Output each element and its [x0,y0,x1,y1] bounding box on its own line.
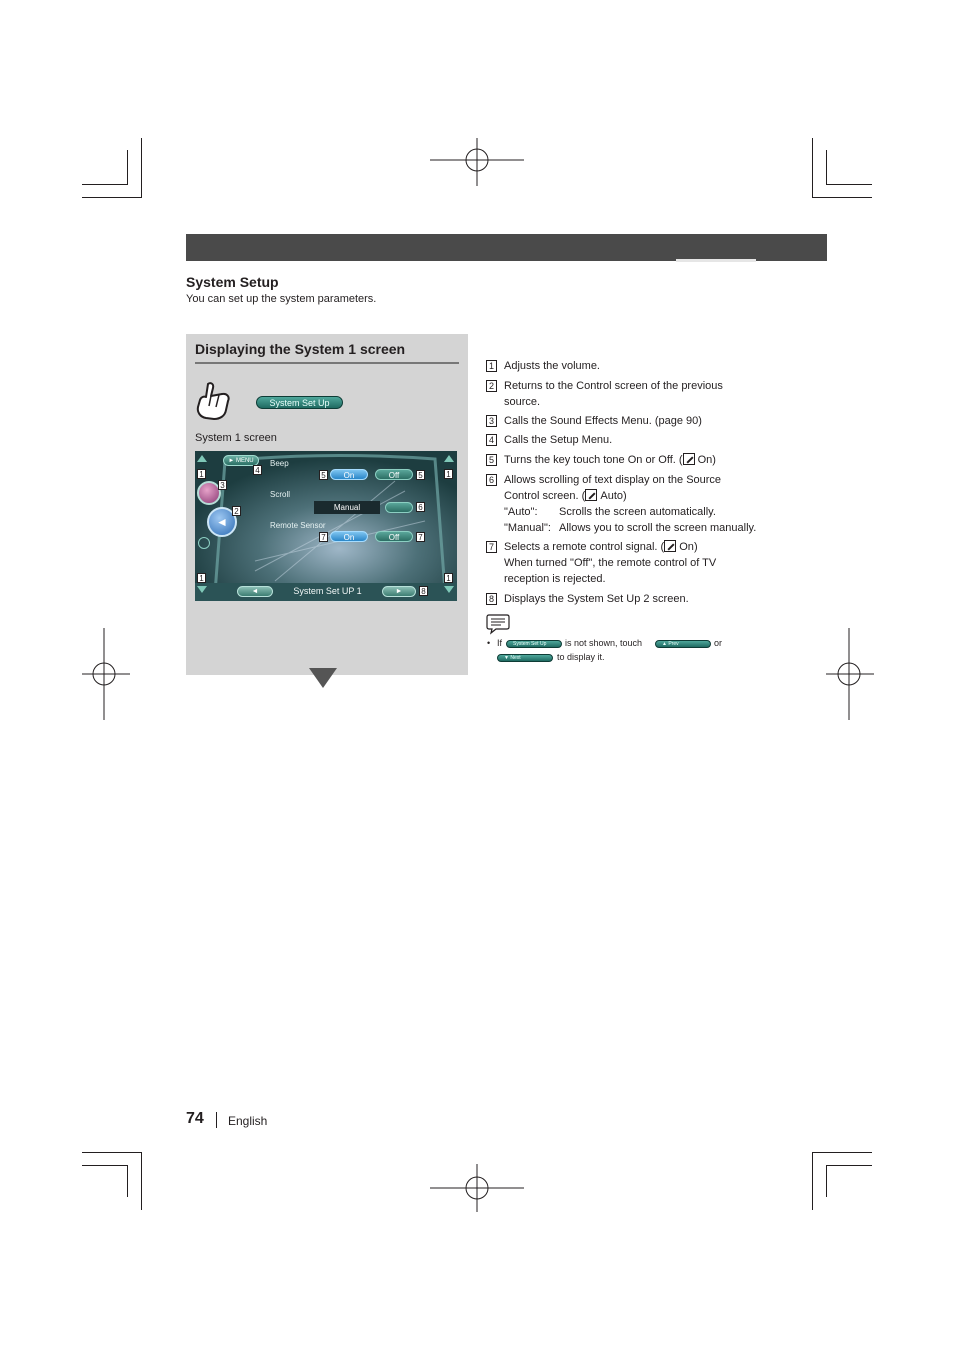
callout-1: 1 [197,573,206,583]
page-number: 74 [186,1110,204,1127]
next-page-button[interactable] [382,586,416,597]
item-6-default: Auto [600,490,624,502]
note-or-text: or [714,638,723,648]
item-4-text: Calls the Setup Menu. [504,434,613,446]
callout-7: 7 [416,532,425,542]
callout-2: 2 [232,506,241,516]
volume-down-icon[interactable] [197,586,207,593]
callout-8: 8 [419,586,428,596]
system-set-up-button[interactable]: System Set Up [256,396,343,409]
callout-6: 6 [416,502,425,512]
default-setting-icon [683,453,695,465]
item-7-default: On [679,541,694,553]
default-setting-icon [664,540,676,552]
volume-up-icon-right[interactable] [444,455,454,462]
item-6-manual-desc: Allows you to scroll the screen manually. [559,522,757,534]
section-title: System Setup [186,274,279,290]
footer-separator [216,1112,217,1128]
note-mid-text: is not shown, touch [565,638,643,648]
item-number: 2 [486,380,497,392]
continue-down-arrow-icon [309,668,337,688]
menu-arrow-icon: ► [228,458,235,464]
beep-label: Beep [270,459,289,468]
item-2-text [504,378,723,410]
left-arrow-icon: ◄ [251,588,259,595]
remote-on-button[interactable]: On [330,531,368,542]
section-intro: You can set up the system parameters. [186,293,377,305]
item-7-text-after: ) [693,541,698,553]
screen-footer-title: System Set UP 1 [293,586,362,596]
item-5-text-before: Turns the key touch tone On or Off. ( [504,454,683,466]
registration-mark-bottom [430,1164,524,1212]
item-6-line-2 [504,488,756,504]
note-prev-label: Prev [668,641,679,647]
registration-mark-right [826,628,874,720]
item-number: 7 [486,541,497,553]
item-7-line-3: reception is rejected. [504,573,606,585]
return-arrow-icon: ◄ [216,515,228,529]
menu-button-label: MENU [235,458,254,464]
page-language: English [228,1114,268,1128]
item-6-auto-row [504,504,756,520]
item-3-text: Calls the Sound Effects Menu. (page 90) [504,415,702,427]
system1-screen [195,451,457,601]
touch-hand-icon [194,380,234,422]
note-if-text: If [497,638,503,648]
callout-1: 1 [197,469,206,479]
item-7-line-1 [504,539,716,555]
note-next-label: Next [510,655,521,661]
item-2-line-2: source. [504,396,541,408]
item-2-line-1: Returns to the Control screen of the previous [504,380,723,392]
header-bar [186,234,827,261]
default-setting-icon [585,489,597,501]
callout-4: 4 [253,465,262,475]
callout-1: 1 [444,469,453,479]
volume-down-icon-right[interactable] [444,586,454,593]
item-number: 1 [486,360,497,372]
header-tab-marker [676,259,756,262]
item-7-text-before: Selects a remote control signal. ( [504,541,665,553]
panel-title: Displaying the System 1 screen [195,341,406,357]
prev-page-button[interactable] [237,586,273,597]
item-number: 3 [486,415,497,427]
screen-caption: System 1 screen [195,432,277,444]
item-6-manual-row [504,520,756,536]
item-number: 4 [486,434,497,446]
beep-off-button[interactable]: Off [375,469,413,480]
registration-mark-left [82,628,130,720]
note-next-button[interactable] [497,654,553,662]
right-arrow-icon: ► [395,588,403,595]
item-1-text: Adjusts the volume. [504,360,600,372]
note-prev-arrow-icon: ▲ [662,641,667,647]
note-system-set-up-button[interactable]: System Set Up [506,640,562,648]
scroll-toggle-button[interactable] [385,502,413,513]
item-7-line-2: When turned "Off", the remote control of TV [504,557,717,569]
callout-7: 7 [319,532,328,542]
note-bullet: • [487,638,491,648]
item-6-line-2-before: Control screen. ( [504,490,586,502]
volume-up-icon[interactable] [197,455,207,462]
registration-mark-top [430,138,524,186]
panel-title-rule [195,362,459,364]
item-7-text [504,539,716,587]
item-6-text [504,472,756,536]
item-6-manual-key: "Manual": [504,522,551,534]
note-end-text: to display it. [557,652,605,662]
remote-off-button[interactable]: Off [375,531,413,542]
item-6-auto-desc: Scrolls the screen automatically. [559,506,716,518]
callout-5: 5 [319,470,328,480]
item-6-line-1: Allows scrolling of text display on the Source [504,474,722,486]
item-6-auto-key: "Auto": [504,506,538,518]
note-prev-button[interactable] [655,640,711,648]
setup-wrench-icon [198,537,210,549]
beep-on-button[interactable]: On [330,469,368,480]
scroll-label: Scroll [270,490,291,499]
item-number: 8 [486,593,497,605]
item-5-text [504,452,716,468]
remote-sensor-label: Remote Sensor [270,521,326,530]
item-8-text: Displays the System Set Up 2 screen. [504,593,689,605]
note-next-arrow-icon: ▼ [504,655,509,661]
callout-5: 5 [416,470,425,480]
item-number: 5 [486,454,497,466]
item-6-line-2-after: ) [623,490,627,502]
note-icon [486,613,510,635]
item-5-text-after: ) [712,454,716,466]
item-5-default: On [697,454,713,466]
scroll-value-display: Manual [314,501,380,514]
callout-3: 3 [218,480,227,490]
item-number: 6 [486,474,497,486]
callout-1: 1 [444,573,453,583]
